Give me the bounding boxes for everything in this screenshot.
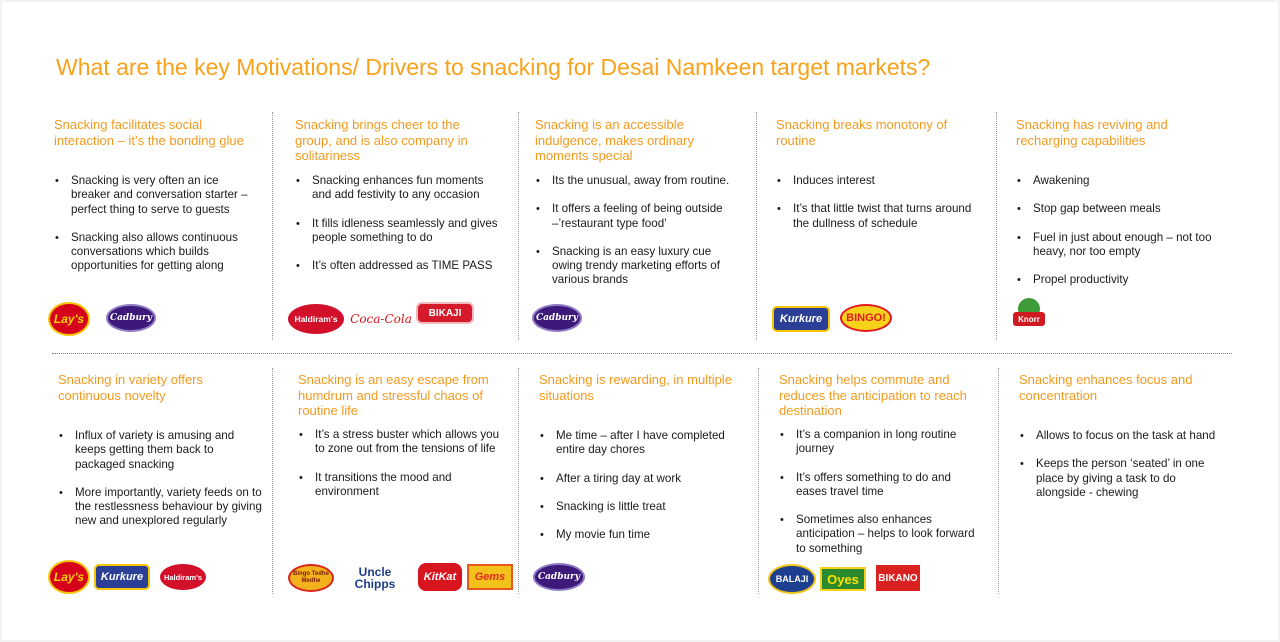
kurkure-logo-text: Kurkure (779, 313, 823, 325)
driver-card-monotony (776, 117, 981, 302)
slide-title: What are the key Motivations/ Drivers to snacking for Desai Namkeen target markets? (56, 54, 931, 80)
gems-logo (467, 564, 513, 590)
driver-point: • Snacking also allows continuous conversations which builds opportunities for getting along (54, 231, 259, 274)
driver-heading: Snacking in variety offers continuous novelty (58, 372, 203, 403)
driver-card-rewarding (539, 372, 744, 552)
driver-point: • After a tiring day at work (539, 472, 744, 486)
driver-point: • More importantly, variety feeds on to the restlessness behaviour by giving new and unexplored regularly (58, 486, 263, 529)
driver-point: • My movie fun time (539, 528, 744, 542)
driver-point: • Propel productivity (1016, 273, 1221, 287)
kurkure-logo (94, 564, 150, 590)
driver-heading: Snacking helps commute and reduces the anticipation to reach destination (779, 372, 967, 418)
driver-point: • Me time – after I have completed entire day chores (539, 429, 744, 458)
oyes-logo (820, 567, 866, 591)
knorr-badge (1013, 312, 1045, 326)
haldirams-logo (288, 304, 344, 334)
driver-point: • Fuel in just about enough – not too heavy, nor too empty (1016, 231, 1221, 260)
bikano-logo-text: BIKANO (878, 572, 918, 584)
column-divider (998, 368, 999, 594)
cadbury-logo (532, 304, 582, 332)
driver-heading: Snacking enhances focus and concentration (1019, 372, 1193, 403)
haldirams-logo (160, 564, 206, 590)
uncle-chipps-logo (340, 564, 410, 592)
driver-point: • Snacking is little treat (539, 500, 744, 514)
driver-heading: Snacking is an accessible indulgence, makes ordinary moments special (535, 117, 694, 163)
slide (2, 2, 1278, 640)
driver-point: • Allows to focus on the task at hand (1019, 429, 1224, 443)
driver-point: • Stop gap between meals (1016, 202, 1221, 216)
column-divider (758, 368, 759, 594)
driver-points (776, 174, 981, 245)
driver-card-cheer (295, 117, 500, 302)
kurkure-logo-text: Kurkure (100, 571, 144, 583)
driver-heading: Snacking breaks monotony of routine (776, 117, 948, 148)
driver-point: • Its the unusual, away from routine. (535, 174, 740, 188)
gems-logo-text: Gems (474, 571, 506, 583)
driver-point: • It fills idleness seamlessly and gives people something to do (295, 217, 500, 246)
driver-points (298, 428, 503, 513)
driver-point: • Induces interest (776, 174, 981, 188)
oyes-logo-text: Oyes (827, 571, 859, 587)
lays-logo-text: Lay's (53, 312, 85, 326)
driver-point: • Sometimes also enhances anticipation – helps to look forward to something (779, 513, 984, 556)
lays-logo-text: Lay's (53, 570, 85, 584)
kitkat-logo (418, 563, 462, 591)
driver-point: • Snacking is an easy luxury cue owing trendy marketing efforts of various brands (535, 245, 740, 288)
column-divider (272, 368, 273, 594)
driver-card-commute (779, 372, 984, 555)
driver-point: • It transitions the mood and environment (298, 471, 503, 500)
driver-card-indulgence (535, 117, 740, 301)
cadbury-logo-text: Cadbury (535, 313, 579, 323)
kurkure-logo (772, 306, 830, 332)
driver-point: • It’s often addressed as TIME PASS (295, 259, 500, 273)
driver-card-focus (1019, 372, 1224, 552)
driver-points (779, 428, 984, 570)
driver-point: • It’s a companion in long routine journey (779, 428, 984, 457)
driver-card-social-interaction (54, 117, 259, 302)
driver-points (58, 429, 263, 543)
lays-logo (48, 302, 90, 336)
column-divider (996, 112, 997, 340)
knorr-logo (1012, 298, 1046, 336)
kitkat-logo-text: KitKat (423, 571, 457, 583)
driver-points (535, 174, 740, 302)
coca-cola-logo-text: Coca-Cola (350, 312, 412, 326)
driver-point: • Snacking is very often an ice breaker and conversation starter – perfect thing to serve to guests (54, 174, 259, 217)
driver-points (295, 174, 500, 287)
column-divider (518, 112, 519, 340)
driver-points (54, 174, 259, 288)
driver-points (1019, 429, 1224, 514)
haldirams-logo-text: Haldiram's (163, 572, 203, 582)
driver-heading: Snacking brings cheer to the group, and is also company in solitariness (295, 117, 468, 163)
bingo-logo (840, 304, 892, 332)
cadbury-logo (533, 563, 585, 591)
column-divider (518, 368, 519, 594)
driver-point: • Influx of variety is amusing and keeps getting them back to packaged snacking (58, 429, 263, 472)
bikaji-logo (416, 302, 474, 324)
lays-logo (48, 560, 90, 594)
driver-heading: Snacking is rewarding, in multiple situations (539, 372, 732, 403)
cadbury-logo-text: Cadbury (537, 572, 581, 582)
cadbury-logo (106, 304, 156, 332)
driver-heading: Snacking has reviving and recharging capabilities (1016, 117, 1168, 148)
driver-point: • It’s that little twist that turns around the dullness of schedule (776, 202, 981, 231)
balaji-logo (768, 564, 816, 594)
bingo-tedhe-medhe-logo-text: Bingo Tedhe Medhe (293, 571, 329, 584)
driver-point: • It’s offers something to do and eases travel time (779, 471, 984, 500)
driver-point: • Keeps the person ‘seated’ in one place by giving a task to do alongside - chewing (1019, 457, 1224, 500)
driver-point: • Snacking enhances fun moments and add festivity to any occasion (295, 174, 500, 203)
driver-points (539, 429, 744, 556)
column-divider (272, 112, 273, 340)
bingo-tedhe-medhe-logo (288, 564, 334, 592)
driver-card-escape (298, 372, 503, 552)
driver-point: • It offers a feeling of being outside –’restaurant type food’ (535, 202, 740, 231)
cadbury-logo-text: Cadbury (109, 313, 153, 323)
driver-card-reviving (1016, 117, 1221, 302)
knorr-logo-text: Knorr (1018, 314, 1040, 324)
driver-point: • It’s a stress buster which allows you to zone out from the tensions of life (298, 428, 503, 457)
balaji-logo-text: BALAJI (775, 574, 809, 584)
coca-cola-logo (350, 307, 412, 331)
driver-card-variety (58, 372, 263, 552)
bikano-logo (876, 565, 920, 591)
driver-heading: Snacking facilitates social interaction – it’s the bonding glue (54, 117, 244, 148)
driver-points (1016, 174, 1221, 301)
row-divider (52, 353, 1232, 354)
bikaji-logo-text: BIKAJI (428, 307, 462, 319)
driver-heading: Snacking is an easy escape from humdrum and stressful chaos of routine life (298, 372, 489, 418)
bingo-logo-text: BINGO! (846, 312, 886, 324)
haldirams-logo-text: Haldiram's (294, 314, 338, 324)
column-divider (756, 112, 757, 340)
uncle-chipps-logo-text: Uncle Chipps (354, 565, 396, 591)
driver-point: • Awakening (1016, 174, 1221, 188)
